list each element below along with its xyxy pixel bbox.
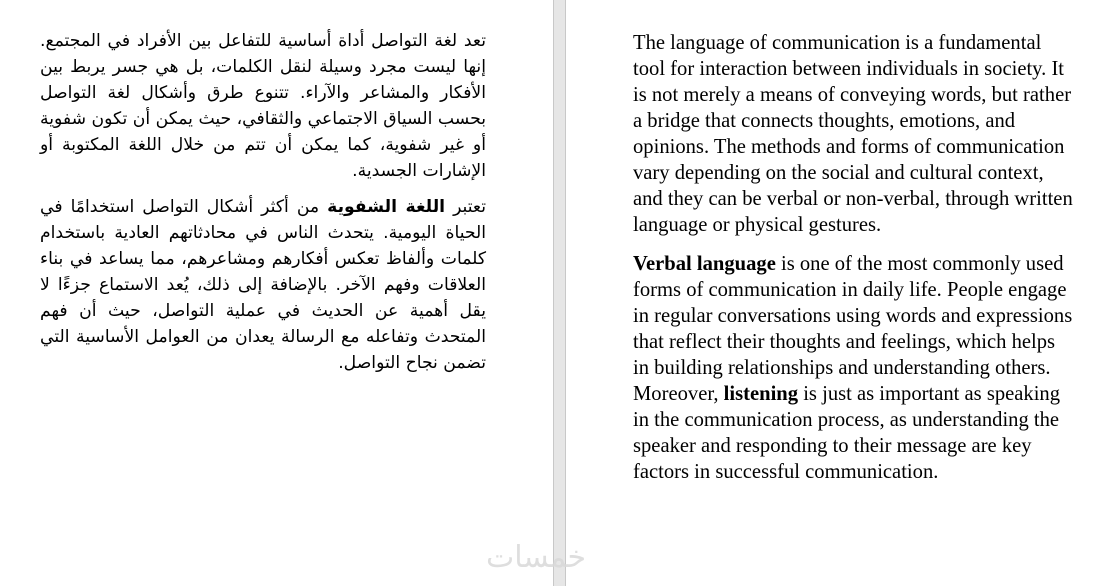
english-paragraph-1: The language of communication is a fundamental tool for interaction between individuals in society. It is not merely a means of conveying words, but rather a bridge that connects thoughts, emotions, and opinions. The methods and forms of communication vary depending on the social and cultural context, and they can be verbal or non-verbal, through written language or physical gestures. [633, 32, 1073, 236]
arabic-paragraph-2 [40, 194, 486, 376]
english-paragraph-2-body-2: is just as important as speaking in the communication process, as understanding the speaker and responding to their message are key factors in successful communication. [633, 383, 1061, 483]
english-paragraph-2-body-1: is one of the most commonly used forms of communication in daily life. People engage in regular conversations using words and expressions that reflect their thoughts and feelings, which helps in building relationships and understanding others. Moreover, [633, 253, 1073, 405]
english-paragraph-2 [633, 251, 1073, 485]
watermark-logo: خمسات [486, 540, 587, 575]
arabic-paragraph-1: تعد لغة التواصل أداة أساسية للتفاعل بين الأفراد في المجتمع. إنها ليست مجرد وسيلة لنقل الكلمات، بل هي جسر يربط بين الأفكار والمشاعر والآراء. تتنوع طرق وأشكال لغة التواصل بحسب السياق الاجتماعي والثقافي، حيث يمكن أن تكون شفوية أو غير شفوية، كما يمكن أن تتم من خلال اللغة المكتوبة أو الإشارات الجسدية. [40, 31, 486, 181]
arabic-text-block [40, 28, 486, 386]
arabic-page [0, 0, 553, 586]
arabic-paragraph-2-body: من أكثر أشكال التواصل استخدامًا في الحياة اليومية. يتحدث الناس في محادثاتهم العادية باستخدام كلمات وألفاظ تعكس أفكارهم ومشاعرهم، مما يساعد في بناء العلاقات وفهم الآخر. بالإضافة إلى ذلك، يُعد الاستماع جزءًا لا يقل أهمية عن الحديث في عملية التواصل، حيث أن فهم المتحدث وتفاعله مع الرسالة يعدان من العوامل الأساسية التي تضمن نجاح التواصل. [40, 197, 486, 373]
english-bold-term-verbal-language: Verbal language [633, 253, 776, 275]
english-page [566, 0, 1109, 586]
page-divider [553, 0, 566, 586]
english-text-block [633, 30, 1073, 498]
arabic-bold-term-verbal: اللغة الشفوية [327, 197, 446, 217]
english-bold-term-listening: listening [723, 383, 799, 405]
arabic-paragraph-2-intro: تعتبر [445, 197, 487, 217]
